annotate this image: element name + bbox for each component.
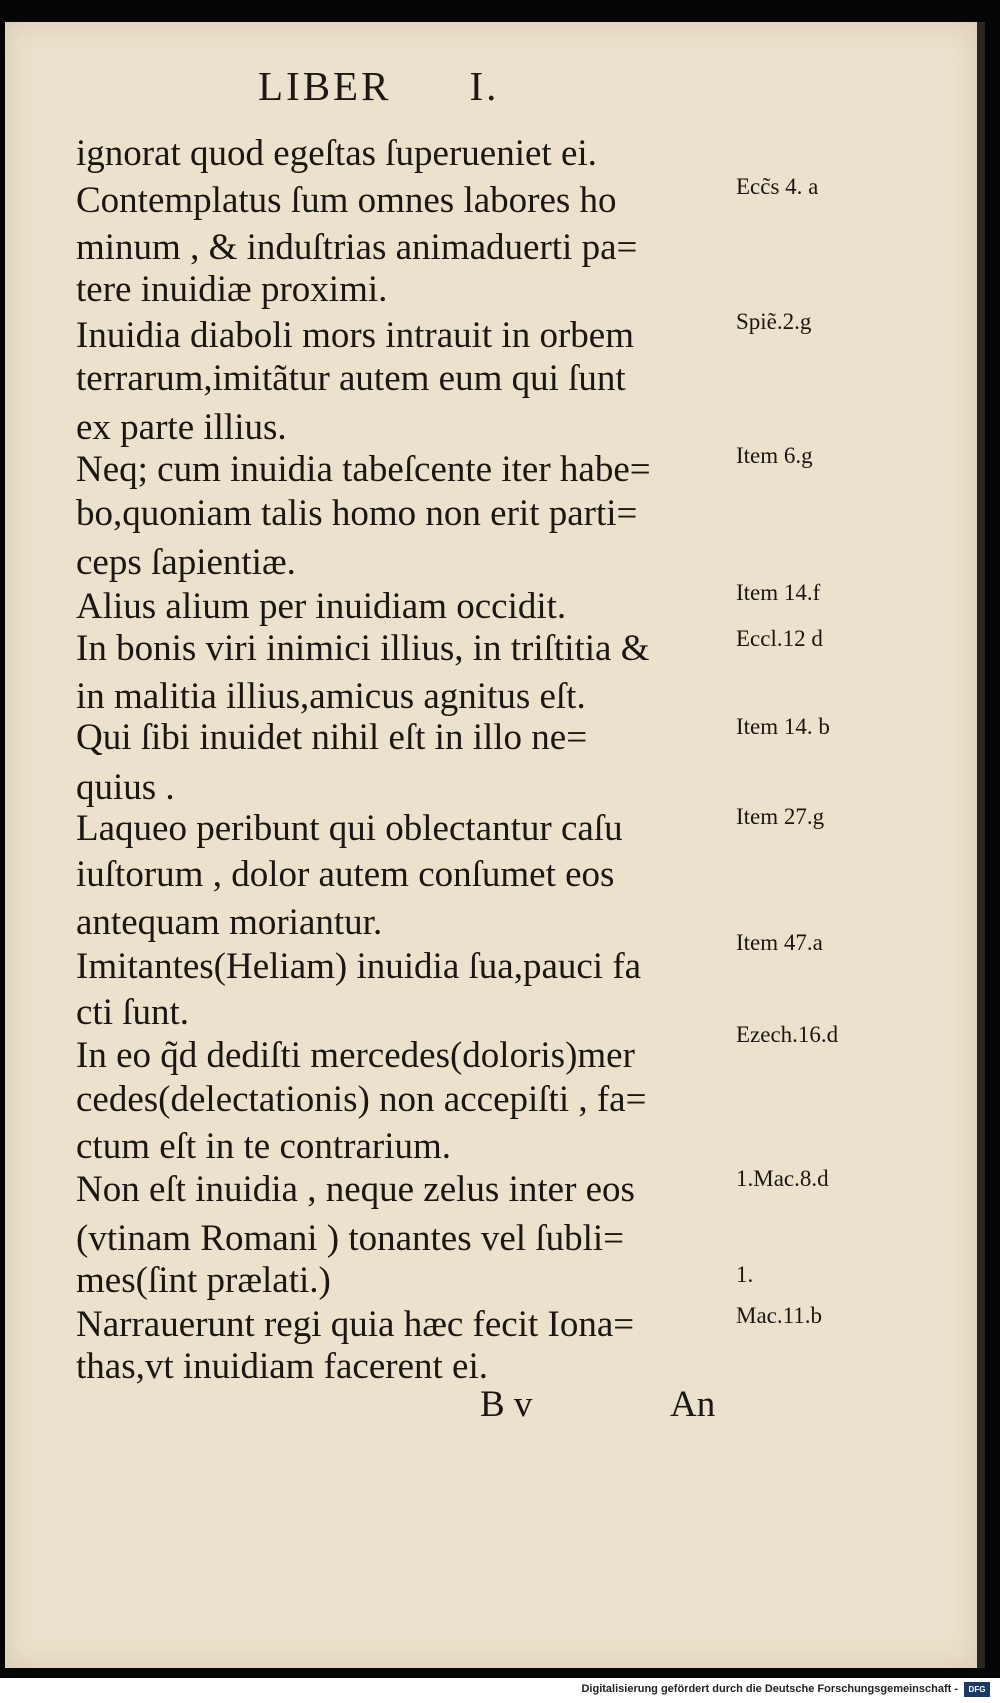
dfg-logo: DFG [964,1682,990,1697]
text-line: Laqueo peribunt qui oblectantur caſu [76,808,623,849]
text-line: in malitia illius,amicus agnitus eſt. [76,676,586,717]
text-line: ctum eſt in te contrarium. [76,1126,452,1167]
page-edge [977,22,985,1668]
margin-note: Item 14. b [736,714,830,739]
margin-note: Item 6.g [736,443,813,468]
digitization-footer [0,1678,1000,1703]
text-line: terrarum,imitãtur autem eum qui ſunt [76,358,626,399]
text-line: Imitantes(Heliam) inuidia ſua,pauci fa [76,946,642,987]
catchword: An [670,1384,716,1425]
text-line: (vtinam Romani ) tonantes vel ſubli= [76,1218,625,1259]
text-line: In eo q̃d dediſti mercedes(doloris)mer [76,1035,635,1076]
text-line: cedes(delectationis) non accepiſti , fa= [76,1079,647,1120]
margin-note: Ecc̃s 4. a [736,174,819,199]
folio-number: I. [469,63,500,109]
margin-note: Mac.11.b [736,1303,823,1328]
funding-credit: Digitalisierung gefördert durch die Deutsche Forschungsgemeinschaft - [581,1683,958,1695]
margin-note: Eccl.12 d [736,626,823,651]
margin-note: Item 14.f [736,580,821,605]
text-line: Qui ſibi inuidet nihil eſt in illo ne= [76,717,588,758]
signature-mark: B v [480,1384,533,1425]
text-line: Non eſt inuidia , neque zelus inter eos [76,1169,635,1210]
text-line: antequam moriantur. [76,902,383,943]
running-title: LIBER [258,63,392,109]
margin-note: Spiẽ.2.g [736,309,812,334]
text-line: thas,vt inuidiam facerent ei. [76,1346,488,1387]
text-line: tere inuidiæ proximi. [76,269,388,310]
margin-note: Item 47.a [736,930,823,955]
text-line: mes(ſint prælati.) [76,1260,331,1301]
text-line: In bonis viri inimici illius, in triſtitia & [76,628,650,669]
text-line: minum , & induſtrias animaduerti pa= [76,227,638,268]
running-header [258,62,499,110]
text-line: Alius alium per inuidiam occidit. [76,586,567,627]
text-line: Narrauerunt regi quia hæc fecit Iona= [76,1304,635,1345]
text-line: quius . [76,767,175,808]
margin-note: Item 27.g [736,804,825,829]
text-line: bo,quoniam talis homo non erit parti= [76,493,638,534]
text-line: Inuidia diaboli mors intrauit in orbem [76,315,634,356]
text-line: Neq; cum inuidia tabeſcente iter habe= [76,449,651,490]
text-line: cti ſunt. [76,992,190,1033]
margin-note: 1. [736,1262,754,1287]
margin-note: 1.Mac.8.d [736,1166,829,1191]
text-line: ceps ſapientiæ. [76,542,296,583]
text-line: iuſtorum , dolor autem conſumet eos [76,854,615,895]
text-line: Contemplatus ſum omnes labores ho [76,180,617,221]
margin-note: Ezech.16.d [736,1022,839,1047]
text-line: ex parte illius. [76,407,287,448]
text-line: ignorat quod egeſtas ſuperueniet ei. [76,133,597,174]
